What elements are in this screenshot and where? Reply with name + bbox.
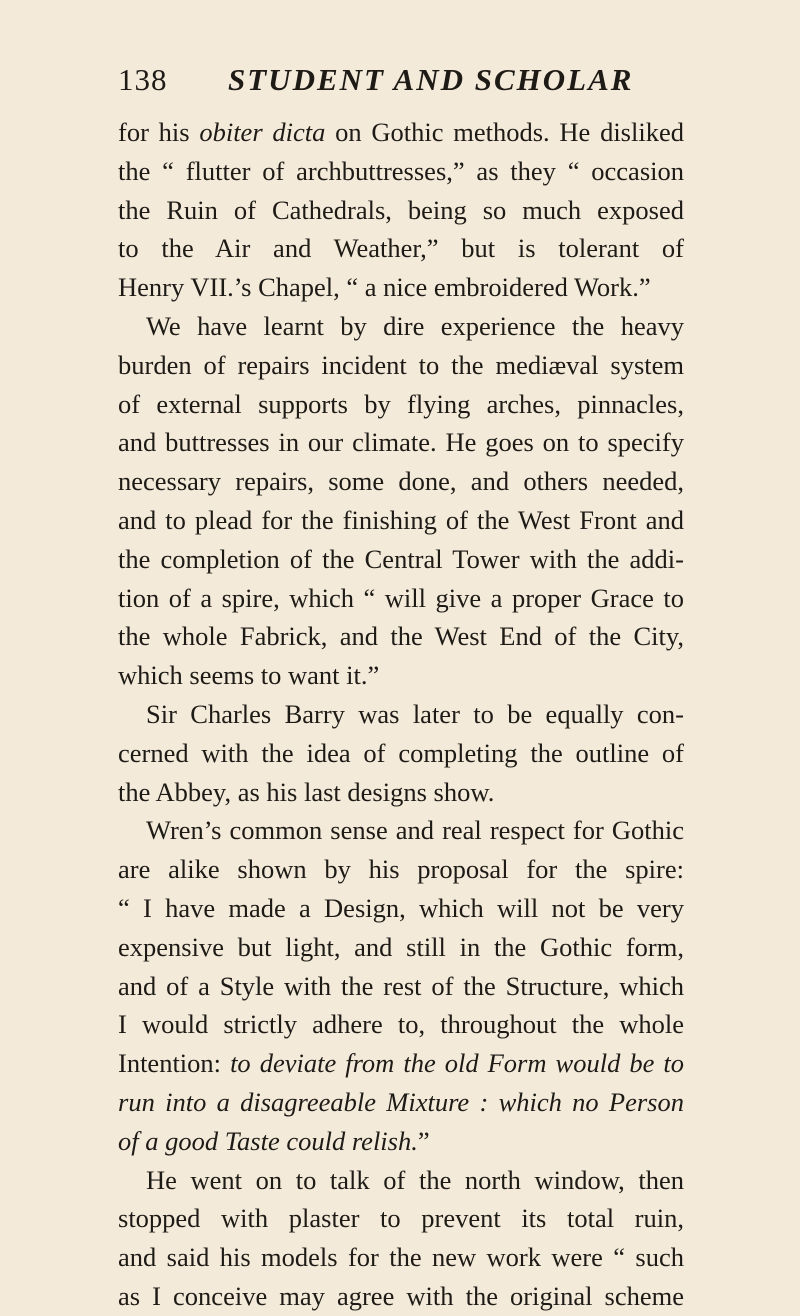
text-line: expensive but light, and still in the Gothic form, — [118, 931, 684, 962]
paragraph-start-line: He went on to talk of the north window, then — [146, 1164, 684, 1195]
text-line: of external supports by flying arches, pinnacles, — [118, 388, 684, 419]
text-line: and buttresses in our climate. He goes on to specify — [118, 427, 684, 458]
text-line: Intention: to deviate from the old Form would be to — [118, 1048, 684, 1079]
text-line: and of a Style with the rest of the Structure, which — [118, 970, 684, 1001]
text-line: run into a disagreeable Mixture : which no Person — [118, 1086, 684, 1117]
running-head: STUDENT AND SCHOLAR — [228, 62, 634, 97]
text-line: I would strictly adhere to, throughout the whole — [118, 1009, 684, 1040]
text-line: of a good Taste could relish.” — [118, 1125, 430, 1156]
paragraph-start-line: Sir Charles Barry was later to be equally con- — [146, 698, 684, 729]
text-line: Henry VII.’s Chapel, “ a nice embroidered Work.” — [118, 272, 651, 303]
text-line: the whole Fabrick, and the West End of the City, — [118, 621, 684, 652]
text-line: the Ruin of Cathedrals, being so much exposed — [118, 194, 684, 225]
text-line: “ I have made a Design, which will not be very — [118, 892, 684, 923]
text-line: stopped with plaster to prevent its total ruin, — [118, 1203, 684, 1234]
text-line: as I conceive may agree with the original scheme — [118, 1280, 684, 1311]
text-line: necessary repairs, some done, and others needed, — [118, 466, 684, 497]
text-line: burden of repairs incident to the mediæval system — [118, 349, 684, 380]
body-text — [118, 113, 684, 1316]
text-line: and said his models for the new work were “ such — [118, 1242, 684, 1273]
text-line: to the Air and Weather,” but is tolerant of — [118, 233, 684, 264]
page-number: 138 — [118, 62, 168, 97]
text-line: the Abbey, as his last designs show. — [118, 776, 495, 807]
text-line: which seems to want it.” — [118, 660, 380, 691]
paragraph-start-line: Wren’s common sense and real respect for Gothic — [146, 815, 684, 846]
text-line: are alike shown by his proposal for the spire: — [118, 854, 684, 885]
text-line: cerned with the idea of completing the outline of — [118, 737, 684, 768]
text-line: tion of a spire, which “ will give a proper Grace to — [118, 582, 684, 613]
text-line: the completion of the Central Tower with the addi- — [118, 543, 684, 574]
text-line: for his obiter dicta on Gothic methods. He disliked — [118, 117, 684, 147]
text-line: the “ flutter of archbuttresses,” as they “ occasion — [118, 155, 684, 186]
paragraph-start-line: We have learnt by dire experience the heavy — [146, 310, 684, 341]
text-line: and to plead for the finishing of the West Front and — [118, 504, 684, 535]
